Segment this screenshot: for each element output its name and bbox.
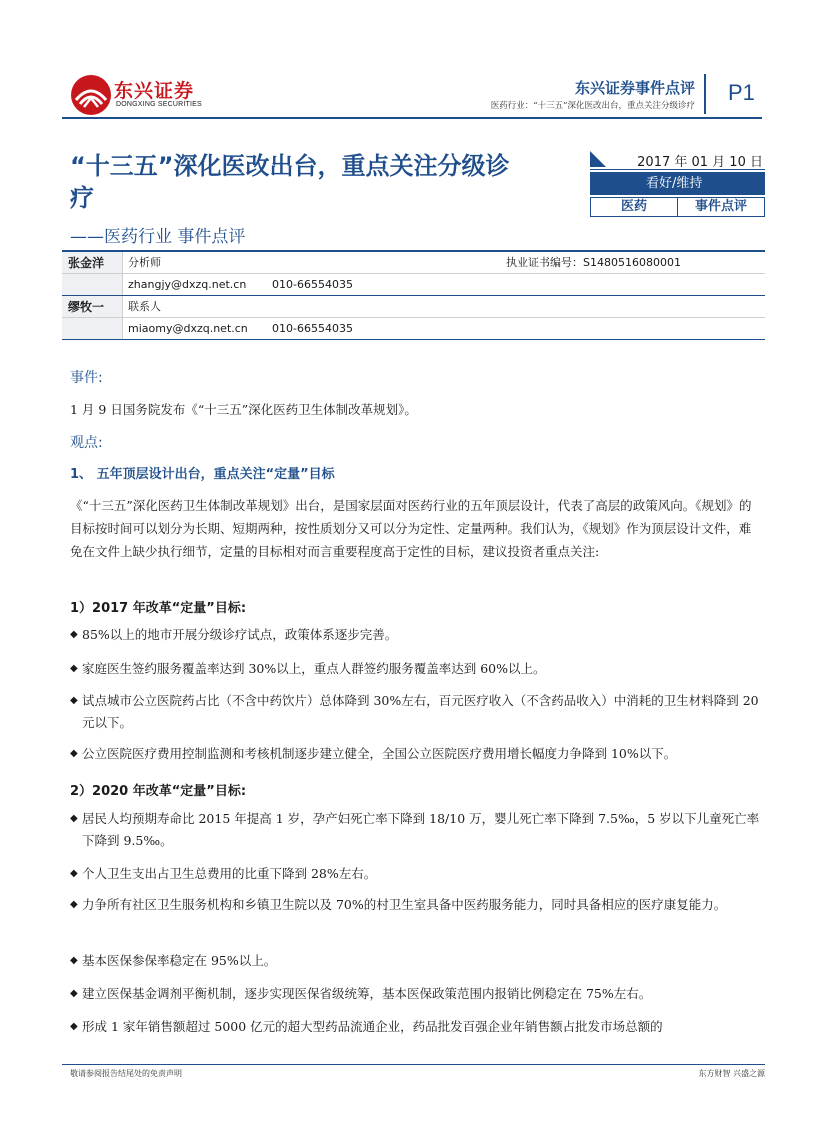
analyst-email[interactable]: zhangjy@dxzq.net.cn <box>128 278 247 291</box>
list-item: ◆ 力争所有社区卫生服务机构和乡镇卫生院以及 70%的村卫生室具备中医药服务能力，同时具备相应的医疗康复能力。 <box>70 894 765 916</box>
analyst-row <box>62 296 765 318</box>
report-kind-label: 事件点评 <box>678 197 765 217</box>
analyst-block <box>62 296 765 340</box>
bullet-icon: ◆ <box>70 813 78 824</box>
company-logo <box>70 74 210 118</box>
footer-slogan: 东方财智 兴盛之源 <box>698 1069 765 1078</box>
footer-disclaimer: 敬请参阅报告结尾处的免责声明 <box>70 1069 182 1078</box>
report-subtitle: ——医药行业 事件点评 <box>70 227 246 247</box>
bullet-icon: ◆ <box>70 663 78 674</box>
rating-label: 看好/维持 <box>590 172 765 195</box>
list-item: ◆ 家庭医生签约服务覆盖率达到 30%以上，重点人群签约服务覆盖率达到 60%以上。 <box>70 658 765 680</box>
report-type: 东兴证券事件点评 <box>574 79 695 97</box>
bullet-icon: ◆ <box>70 899 78 910</box>
event-text: 1 月 9 日国务院发布《“十三五”深化医药卫生体制改革规划》。 <box>70 402 417 417</box>
subheading-2017: 1）2017 年改革“定量”目标: <box>70 601 247 616</box>
logo-text-cn: 东兴证券 <box>114 80 195 102</box>
corner-triangle-icon <box>590 151 606 167</box>
bullet-icon: ◆ <box>70 748 78 759</box>
analyst-contact-row <box>62 274 765 296</box>
view-heading: 观点: <box>70 435 103 451</box>
list-item: ◆ 居民人均预期寿命比 2015 年提高 1 岁，孕产妇死亡率下降到 18/10 万，婴儿死亡率下降到 7.5‰，5 岁以下儿童死亡率下降到 9.5‰。 <box>70 808 765 852</box>
header-divider <box>704 74 706 114</box>
analyst-table <box>62 250 765 340</box>
list-item: ◆ 形成 1 家年销售额超过 5000 亿元的超大型药品流通企业，药品批发百强企业年销售额占批发市场总额的 <box>70 1016 765 1038</box>
bullet-icon: ◆ <box>70 988 78 999</box>
list-item: ◆ 个人卫生支出占卫生总费用的比重下降到 28%左右。 <box>70 863 765 885</box>
analyst-row <box>62 252 765 274</box>
event-heading: 事件: <box>70 370 103 386</box>
analyst-role: 分析师 <box>128 256 161 269</box>
dongxing-logo-icon <box>70 74 112 116</box>
list-item: ◆ 85%以上的地市开展分级诊疗试点，政策体系逐步完善。 <box>70 624 765 646</box>
bullet-icon: ◆ <box>70 1021 78 1032</box>
report-date: 2017 年 01 月 10 日 <box>637 155 763 170</box>
report-date-row <box>590 151 765 170</box>
sector-label: 医药 <box>590 197 678 217</box>
header-rule <box>62 117 762 119</box>
analyst-phone: 010-66554035 <box>272 278 353 291</box>
subheading-2020: 2）2020 年改革“定量”目标: <box>70 784 247 799</box>
analyst-name: 缪牧一 <box>68 300 105 314</box>
category-row <box>590 197 765 217</box>
header-subline: 医药行业：“十三五”深化医改出台，重点关注分级诊疗 <box>490 101 695 111</box>
list-item: ◆ 基本医保参保率稳定在 95%以上。 <box>70 950 765 972</box>
analyst-block <box>62 252 765 296</box>
footer-rule <box>62 1064 765 1065</box>
analyst-phone: 010-66554035 <box>272 322 353 335</box>
list-item: ◆ 公立医院医疗费用控制监测和考核机制逐步建立健全，全国公立医院医疗费用增长幅度力争降到 10%以下。 <box>70 743 765 765</box>
analyst-email[interactable]: miaomy@dxzq.net.cn <box>128 322 248 335</box>
point-heading: 1、 五年顶层设计出台，重点关注“定量”目标 <box>70 467 335 482</box>
page-number: P1 <box>728 80 755 105</box>
list-item: ◆ 试点城市公立医院药占比（不含中药饮片）总体降到 30%左右，百元医疗收入（不含药品收入）中消耗的卫生材料降到 20 元以下。 <box>70 690 765 734</box>
bullet-icon: ◆ <box>70 629 78 640</box>
bullet-icon: ◆ <box>70 695 78 706</box>
logo-text-en: DONGXING SECURITIES <box>116 101 202 108</box>
bullet-icon: ◆ <box>70 955 78 966</box>
analyst-name: 张金洋 <box>68 256 105 270</box>
analyst-role: 联系人 <box>128 300 161 313</box>
report-title: “十三五”深化医改出台，重点关注分级诊疗 <box>70 152 510 212</box>
cert-number: 执业证书编号：S1480516080001 <box>506 256 681 269</box>
rating-box <box>590 151 765 217</box>
point-paragraph: 《“十三五”深化医药卫生体制改革规划》出台，是国家层面对医药行业的五年顶层设计，代表了高层的政策风向。《规划》的目标按时间可以划分为长期、短期两种，按性质划分又可以分为定性、定量两种。我们认为，《规划》作为顶层设计文件，难免在文件上缺少执行细节，定量的目标相对而言重要程度高于定性的目标，建议投资者重点关注: <box>70 498 752 559</box>
analyst-contact-row <box>62 318 765 340</box>
bullet-icon: ◆ <box>70 868 78 879</box>
list-item: ◆ 建立医保基金调剂平衡机制，逐步实现医保省级统筹，基本医保政策范围内报销比例稳定在 75%左右。 <box>70 983 765 1005</box>
